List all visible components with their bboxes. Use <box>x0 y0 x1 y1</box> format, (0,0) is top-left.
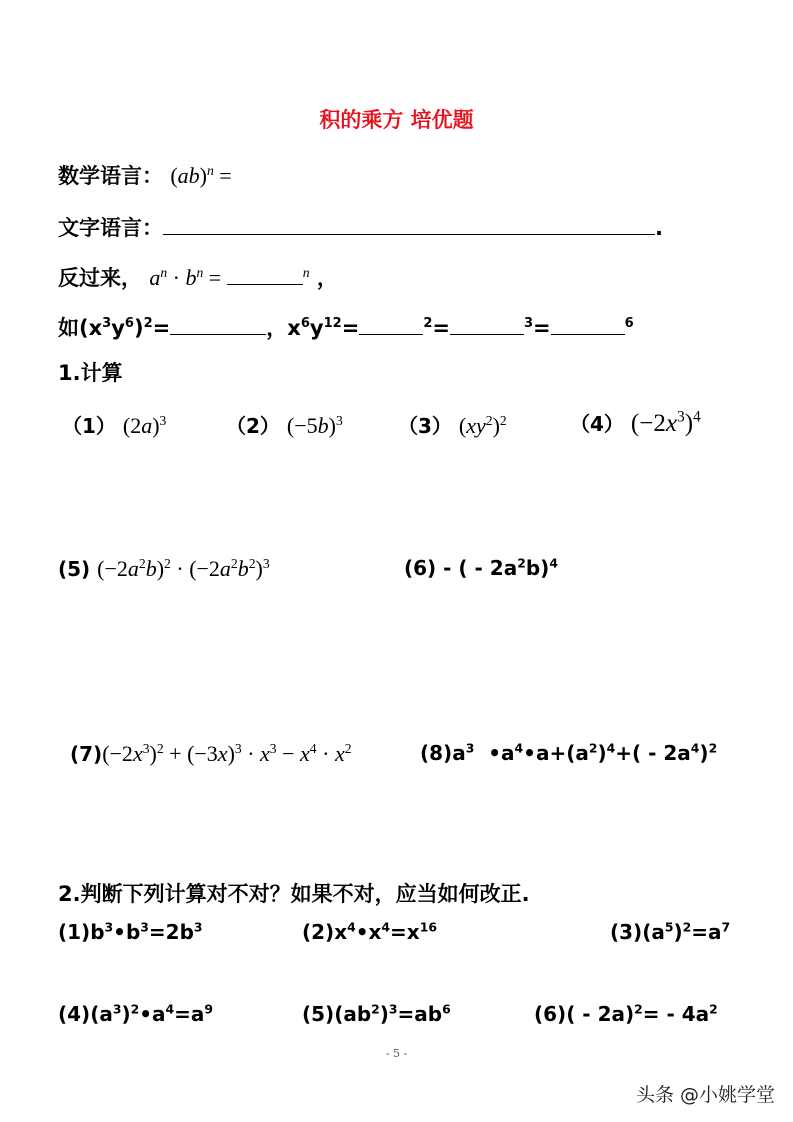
problem-7 <box>70 741 352 767</box>
judge-6-label: (6) <box>534 1002 567 1026</box>
problem-2 <box>226 410 343 439</box>
problem-1-expr: $(2a)^3$ <box>122 412 167 438</box>
example-blank-2[interactable] <box>359 333 423 335</box>
problem-4-label: （4） <box>570 412 624 436</box>
text-language-row <box>58 212 663 242</box>
text-language-blank[interactable] <box>163 233 655 235</box>
section-1-heading: 1.计算 <box>58 361 123 385</box>
text-language-period: . <box>655 216 663 240</box>
judge-5: $(5)(ab^2)^3=ab^6$ <box>302 1001 451 1026</box>
math-language-formula: (ab)$^n$ = <box>170 162 232 188</box>
example-blank-4[interactable] <box>551 333 625 335</box>
judge-1: $(1)b^3•b^3=2b^3$ <box>58 919 203 944</box>
problem-4-expr: $(-2x^3)^4$ <box>630 408 701 437</box>
problem-3-label: （3） <box>398 414 452 438</box>
problem-4 <box>570 408 701 438</box>
problem-3-expr: $(xy^2)^2$ <box>458 412 507 438</box>
problem-8: $(8)a^3$ $•a^4•a+(a^2)^4+( - 2a^4)^2$ <box>420 740 718 765</box>
judge-6: $(6)( - 2a)^2= - 4a^2$ <box>534 1001 718 1026</box>
judge-2: $(2)x^4•x^4=x^{16}$ <box>302 919 437 944</box>
judge-4: $(4)(a^3)^2•a^4=a^9$ <box>58 1001 214 1026</box>
reverse-comma: ， <box>316 266 338 290</box>
problem-6-label: (6) <box>404 556 437 580</box>
section-2-heading: 2.判断下列计算对不对？如果不对，应当如何改正. <box>58 882 530 906</box>
problem-1 <box>62 410 166 439</box>
reverse-row <box>58 262 338 292</box>
judge-3-label: (3) <box>610 920 643 944</box>
page-number: - 5 - <box>385 1047 408 1060</box>
problem-1-label: （1） <box>62 414 116 438</box>
example-label: 如 <box>58 316 79 340</box>
page-title: 积的乘方 培优题 <box>319 108 474 132</box>
problem-7-expr: $(-2x^3)^2 + (-3x)^3 \cdot x^3 - x^4 \cdot x^2$ <box>102 740 352 766</box>
problem-5-label: (5) <box>58 557 91 581</box>
reverse-label: 反过来， <box>58 266 142 290</box>
judge-3: $(3)(a^5)^2=a^7$ <box>610 919 731 944</box>
reverse-formula: $a^n \cdot b^n$ = <box>149 264 222 290</box>
text-language-label: 文字语言： <box>58 216 163 240</box>
example-blank-3[interactable] <box>450 333 524 335</box>
math-language-label: 数学语言： <box>58 164 163 188</box>
problem-2-label: （2） <box>226 414 280 438</box>
problem-7-label: (7) <box>70 742 103 766</box>
judge-5-label: (5) <box>302 1002 335 1026</box>
problem-2-expr: $(-5b)^3$ <box>286 412 343 438</box>
judge-2-label: (2) <box>302 920 335 944</box>
judge-1-label: (1) <box>58 920 91 944</box>
example-blank-1[interactable] <box>170 333 266 335</box>
judge-4-label: (4) <box>58 1002 91 1026</box>
reverse-blank[interactable] <box>227 283 303 285</box>
problem-3 <box>398 410 507 439</box>
math-language-row <box>58 160 232 190</box>
problem-5-expr: $(-2a^2b)^2 \cdot (-2a^2b^2)^3$ <box>97 555 270 581</box>
problem-8-label: (8) <box>420 741 453 765</box>
reverse-exponent: n <box>302 264 310 280</box>
example-row: 如$(x^3y^6)^2=$ ，$x^6y^{12}= ^2= ^3= ^6$ <box>58 316 634 340</box>
problem-5 <box>58 556 270 582</box>
watermark: 头条 @小姚学堂 <box>635 1084 775 1106</box>
problem-6: (6) - ( - $2a^2b)^4$ <box>404 555 558 580</box>
